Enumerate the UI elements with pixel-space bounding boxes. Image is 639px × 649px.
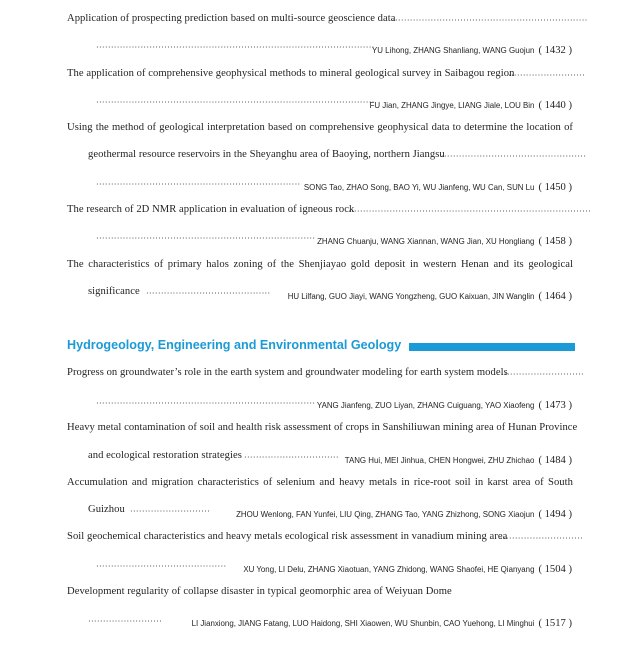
- entry-page: ( 1440 ): [538, 100, 572, 111]
- leader-dots: ······························································································: [96, 43, 375, 52]
- entry-page: ( 1432 ): [538, 45, 572, 56]
- entry-title: Using the method of geological interpretation based on comprehensive geophysical data to determine the location of: [67, 122, 573, 133]
- entry-authors: LI Jianxiong, JIANG Fatang, LUO Haidong, SHI Xiaowen, WU Shunbin, CAO Yuehong, LI Minghui: [191, 619, 535, 628]
- entry-authors: ZHOU Wenlong, FAN Yunfei, LIU Qing, ZHANG Tao, YANG Zhizhong, SONG Xiaojun: [236, 510, 535, 519]
- entry-page: ( 1517 ): [538, 618, 572, 629]
- entry-title: Development regularity of collapse disaster in typical geomorphic area of Weiyuan Dome: [67, 586, 452, 597]
- leader-dots: ····························: [501, 370, 584, 379]
- leader-dots: ··········································································: [96, 399, 316, 408]
- entry-title-continued: and ecological restoration strategies: [88, 450, 242, 461]
- entry-byline: [345, 450, 572, 468]
- entry-page: ( 1484 ): [538, 455, 572, 466]
- leader-dots: ····························: [500, 534, 583, 543]
- entry-byline: [243, 559, 572, 577]
- entry-title: The research of 2D NMR application in evaluation of igneous rock: [67, 204, 355, 215]
- entry-authors: FU Jian, ZHANG Jingye, LIANG Jiale, LOU Bin: [369, 101, 535, 110]
- entry-byline: [236, 504, 572, 522]
- entry-authors: HU Lilfang, GUO Jiayi, WANG Yongzheng, GUO Kaixuan, JIN Wanglin: [287, 292, 535, 301]
- leader-dots: ············································: [96, 562, 227, 571]
- leader-dots: ··········································································: [96, 234, 316, 243]
- entry-byline: [317, 231, 572, 249]
- entry-title: The characteristics of primary halos zoning of the Shenjiayao gold deposit in western Henan and its geological: [67, 259, 573, 270]
- entry-title-continued: geothermal resource reservoirs in the Sheyanghu area of Baoying, northern Jiangsu: [88, 149, 445, 160]
- entry-byline: [288, 286, 572, 304]
- entry-authors: ZHANG Chuanju, WANG Xiannan, WANG Jian, XU Hongliang: [317, 237, 535, 246]
- entry-authors: XU Yong, LI Delu, ZHANG Xiaotuan, YANG Zhidong, WANG Shaofei, HE Qianyang: [243, 565, 535, 574]
- entry-authors: YU Lihong, ZHANG Shanliang, WANG Guojun: [372, 46, 535, 55]
- entry-page: ( 1494 ): [538, 509, 572, 520]
- entry-authors: TANG Hui, MEI Jinhua, CHEN Hongwei, ZHU Zhichao: [344, 456, 535, 465]
- leader-dots: ···························: [130, 507, 211, 516]
- entry-byline: [317, 395, 572, 413]
- leader-dots: ··········································: [146, 289, 271, 298]
- leader-dots: ·····································································: [96, 180, 301, 189]
- entry-title: Soil geochemical characteristics and heavy metals ecological risk assessment in vanadium mining area: [67, 531, 508, 542]
- entry-title: The application of comprehensive geophysical methods to mineral geological survey in Saibagou region: [67, 68, 515, 79]
- entry-title: Application of prospecting prediction based on multi-source geoscience data: [67, 13, 396, 24]
- entry-page: ( 1504 ): [538, 564, 572, 575]
- entry-authors: YANG Jianfeng, ZUO Liyan, ZHANG Cuiguang, YAO Xiaofeng: [316, 401, 535, 410]
- entry-title-continued: Guizhou: [88, 504, 125, 515]
- leader-dots: ·················································: [441, 152, 587, 161]
- entry-page: ( 1450 ): [538, 182, 572, 193]
- section-heading-bar: [409, 343, 575, 351]
- entry-byline: [192, 613, 572, 631]
- leader-dots: ··································································: [392, 16, 588, 25]
- entry-title: Heavy metal contamination of soil and health risk assessment of crops in Sanshiliuwan mining area of Hunan Province: [67, 422, 578, 433]
- leader-dots: ··················································································: [348, 207, 592, 216]
- leader-dots: ·························: [88, 617, 163, 626]
- entry-page: ( 1464 ): [538, 291, 572, 302]
- entry-byline: [372, 40, 572, 58]
- leader-dots: ······························································································: [96, 98, 375, 107]
- leader-dots: ································: [244, 453, 339, 462]
- entry-byline: [370, 95, 572, 113]
- entry-page: ( 1458 ): [538, 236, 572, 247]
- entry-title-continued: significance: [88, 286, 140, 297]
- leader-dots: ··························: [508, 71, 586, 80]
- entry-page: ( 1473 ): [538, 400, 572, 411]
- entry-byline: [304, 177, 572, 195]
- entry-title: Accumulation and migration characteristics of selenium and heavy metals in rice-root soil in karst area of South: [67, 477, 573, 488]
- entry-title: Progress on groundwater’s role in the earth system and groundwater modeling for earth system models: [67, 367, 508, 378]
- entry-authors: SONG Tao, ZHAO Song, BAO Yi, WU Jianfeng, WU Can, SUN Lu: [303, 183, 535, 192]
- section-heading: Hydrogeology, Engineering and Environmental Geology: [67, 338, 402, 352]
